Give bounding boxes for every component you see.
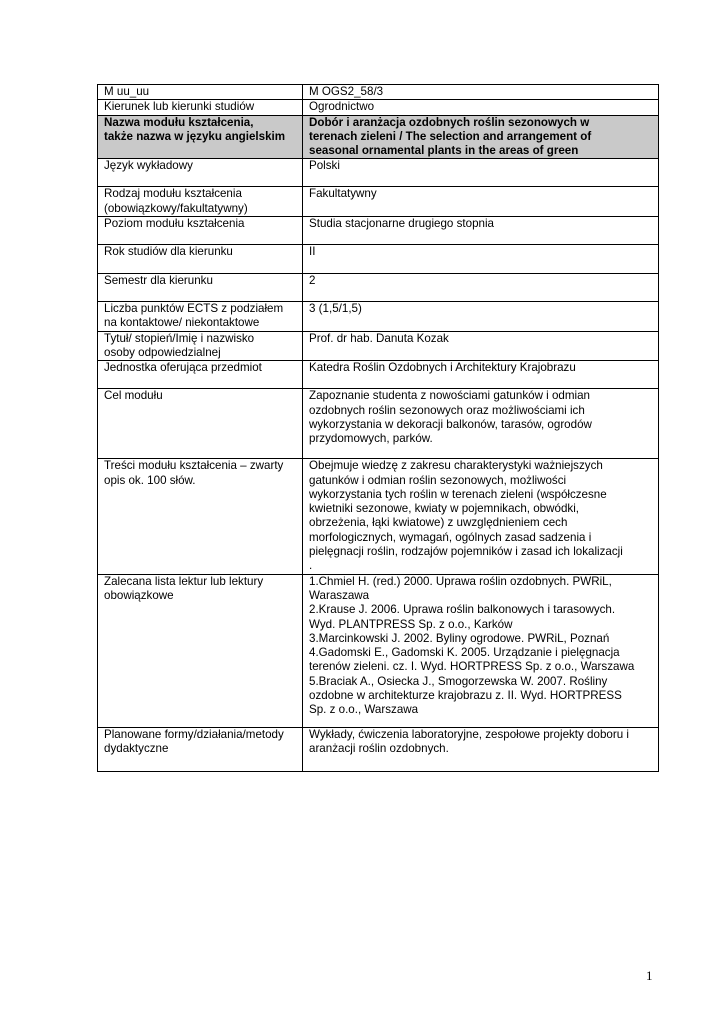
row-label: Rodzaj modułu kształcenia (obowiązkowy/fakultatywny) [98,187,303,217]
module-description-table [97,84,659,772]
row-value: Dobór i aranżacja ozdobnych roślin sezonowych w terenach zieleni / The selection and arrangement of seasonal ornamental plants in the areas of green [303,115,659,159]
table-row [98,85,659,100]
row-label: Semestr dla kierunku [98,274,303,302]
row-value: Wykłady, ćwiczenia laboratoryjne, zespołowe projekty doboru i aranżacji roślin ozdobnych. [303,727,659,771]
row-label: Rok studiów dla kierunku [98,245,303,274]
row-value: Obejmuje wiedzę z zakresu charakterystyki ważniejszych gatunków i odmian roślin sezonowych, możliwości wykorzystania tych roślin w terenach zieleni (współczesne kwietniki sezonowe, kwiaty w pojemnikach, obwódki, obrzeżenia, łąki kwiatowe) z uwzględnieniem cech morfologicznych, wymagań, ogólnych zasad sadzenia i pielęgnacji roślin, rodzajów pojemników i zasad ich lokalizacji . [303,459,659,574]
table-row [98,331,659,361]
row-value: Studia stacjonarne drugiego stopnia [303,217,659,245]
row-value: II [303,245,659,274]
table-row [98,459,659,574]
table-row [98,187,659,217]
table-row [98,245,659,274]
table-row [98,727,659,771]
row-label: Planowane formy/działania/metody dydaktyczne [98,727,303,771]
table-row-module-name [98,115,659,159]
table-row [98,217,659,245]
row-value: M OGS2_58/3 [303,85,659,100]
row-value: Polski [303,159,659,187]
row-label: Jednostka oferująca przedmiot [98,361,303,389]
row-label: Język wykładowy [98,159,303,187]
row-value: Prof. dr hab. Danuta Kozak [303,331,659,361]
row-value: 3 (1,5/1,5) [303,302,659,332]
table-row [98,100,659,115]
row-value: Katedra Roślin Ozdobnych i Architektury Krajobrazu [303,361,659,389]
table-row [98,574,659,727]
row-value: Fakultatywny [303,187,659,217]
row-label: Cel modułu [98,389,303,459]
row-label: Liczba punktów ECTS z podziałem na kontaktowe/ niekontaktowe [98,302,303,332]
row-value: 1.Chmiel H. (red.) 2000. Uprawa roślin ozdobnych. PWRiL, Waraszawa 2.Krause J. 2006. Uprawa roślin balkonowych i tarasowych. Wyd. PLANTPRESS Sp. z o.o., Karków 3.Marcinkowski J. 2002. Byliny ogrodowe. PWRiL, Poznań 4.Gadomski E., Gadomski K. 2005. Urządzanie i pielęgnacja terenów zieleni. cz. I. Wyd. HORTPRESS Sp. z o.o., Warszawa 5.Braciak A., Osiecka J., Smogorzewska W. 2007. Rośliny ozdobne w architekturze krajobrazu z. II. Wyd. HORTPRESS Sp. z o.o., Warszawa [303,574,659,727]
row-label: Nazwa modułu kształcenia, także nazwa w języku angielskim [98,115,303,159]
row-label: Poziom modułu kształcenia [98,217,303,245]
table-row [98,159,659,187]
row-value: Zapoznanie studenta z nowościami gatunków i odmian ozdobnych roślin sezonowych oraz możliwościami ich wykorzystania w dekoracji balkonów, tarasów, ogrodów przydomowych, parków. [303,389,659,459]
table-row [98,302,659,332]
page-number: 1 [646,968,653,983]
table-row [98,274,659,302]
row-value: Ogrodnictwo [303,100,659,115]
row-label: Zalecana lista lektur lub lektury obowiązkowe [98,574,303,727]
row-label: Tytuł/ stopień/Imię i nazwisko osoby odpowiedzialnej [98,331,303,361]
table-row [98,389,659,459]
row-label: Treści modułu kształcenia – zwarty opis ok. 100 słów. [98,459,303,574]
row-label: M uu_uu [98,85,303,100]
row-value: 2 [303,274,659,302]
row-label: Kierunek lub kierunki studiów [98,100,303,115]
table-row [98,361,659,389]
